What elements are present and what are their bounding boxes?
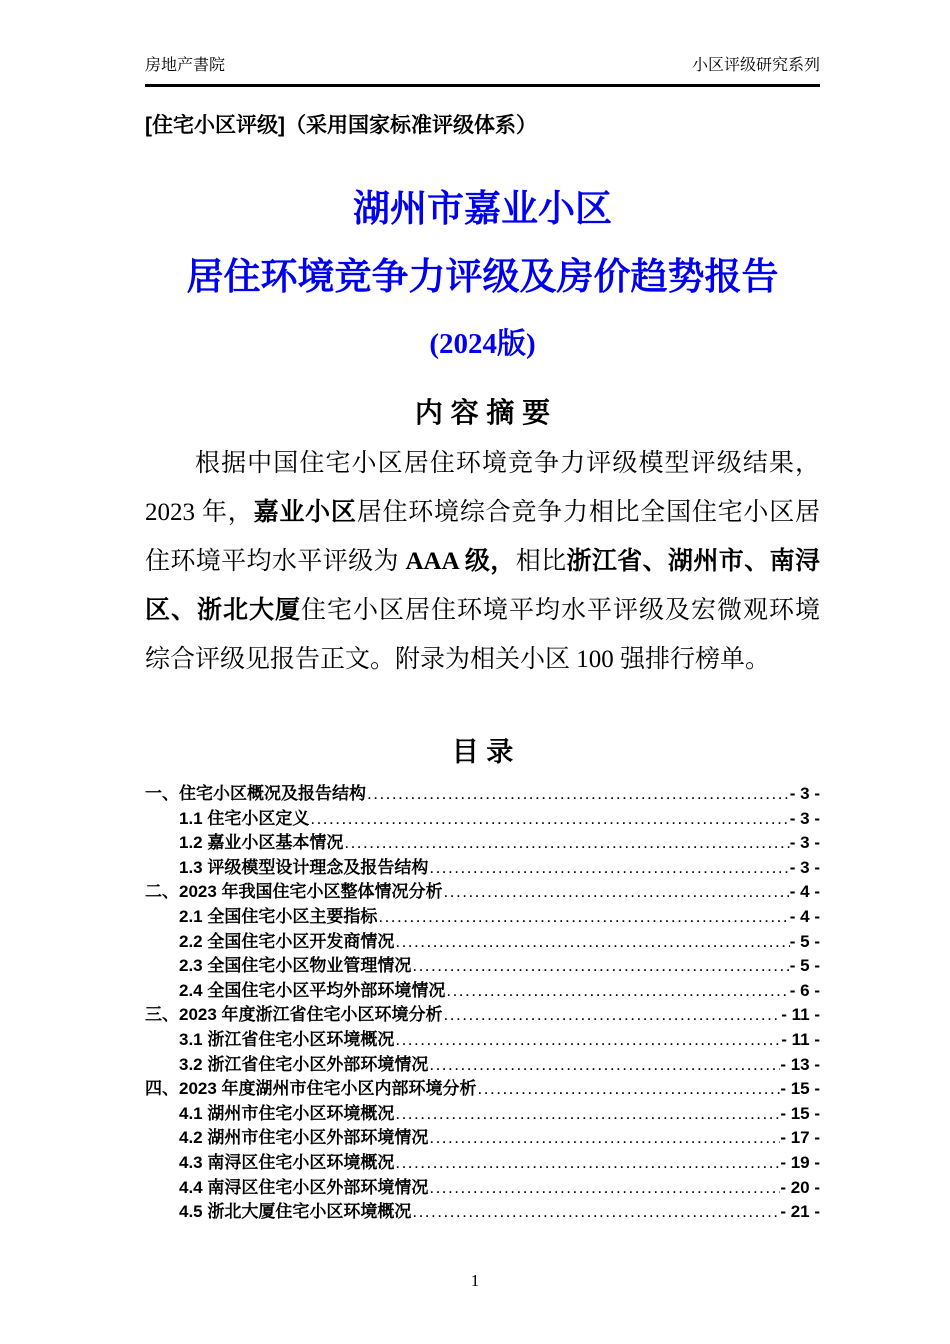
toc-page-number: - 11 - (781, 1005, 820, 1025)
toc-page-number: - 3 - (789, 833, 820, 853)
toc-page-number: - 15 - (780, 1079, 820, 1099)
toc-entry[interactable] (145, 831, 820, 856)
toc-page-number: - 20 - (780, 1177, 820, 1197)
toc-dot-leader (395, 1028, 781, 1053)
toc-entry[interactable] (145, 1003, 820, 1028)
summary-segment: 嘉业小区 (253, 499, 357, 526)
toc-entry[interactable] (145, 1028, 820, 1053)
toc-dot-leader (444, 880, 790, 905)
toc-dot-leader (412, 954, 789, 979)
toc-dot-leader (395, 930, 789, 955)
toc-entry[interactable] (145, 1151, 820, 1176)
page-number: 1 (470, 1271, 480, 1290)
toc-dot-leader (395, 1151, 780, 1176)
toc-page-number: - 3 - (789, 857, 820, 877)
toc-entry[interactable] (145, 1176, 820, 1201)
toc-entry-title: 4.1 湖州市住宅小区环境概况 (179, 1103, 395, 1123)
toc-page-number: - 15 - (780, 1103, 820, 1123)
toc-dot-leader (429, 1176, 780, 1201)
toc-entry-title: 4.2 湖州市住宅小区外部环境情况 (179, 1128, 429, 1148)
toc-entry[interactable] (145, 954, 820, 979)
toc-dot-leader (429, 1053, 780, 1078)
report-title-line1: 湖州市嘉业小区 (353, 189, 612, 230)
toc-page-number: - 3 - (789, 784, 820, 803)
page-header (145, 55, 820, 87)
toc-dot-leader (367, 782, 790, 807)
toc-page-number: - 4 - (789, 906, 820, 926)
toc-dot-leader (344, 831, 789, 856)
summary-paragraph (145, 439, 820, 684)
summary-segment: AAA 级， (405, 548, 516, 575)
toc-page-number: - 4 - (789, 882, 820, 902)
toc-entry[interactable] (145, 1053, 820, 1078)
toc-list (145, 782, 820, 1225)
toc-entry[interactable] (145, 905, 820, 930)
toc-entry-title: 4.3 南浔区住宅小区环境概况 (179, 1152, 395, 1172)
toc-page-number: - 21 - (780, 1202, 820, 1222)
toc-entry-title: 2.2 全国住宅小区开发商情况 (179, 931, 395, 951)
report-title-edition: (2024版) (429, 328, 536, 360)
toc-dot-leader (446, 979, 789, 1004)
summary-segment: 住宅小区居住环境平均水平评级及宏微观环境综合评级见报告正文。附录为相关小区 100 强排行榜单。 (145, 597, 820, 673)
toc-page-number: - 13 - (780, 1054, 820, 1074)
toc-page-number: - 5 - (789, 931, 820, 951)
toc-dot-leader (429, 856, 789, 881)
summary-heading: 内 容 摘 要 (414, 397, 551, 428)
toc-entry[interactable] (145, 930, 820, 955)
toc-entry-title: 1.2 嘉业小区基本情况 (179, 833, 344, 853)
toc-entry-title: 3.2 浙江省住宅小区外部环境情况 (179, 1054, 429, 1074)
toc-page-number: - 19 - (780, 1152, 820, 1172)
toc-dot-leader (378, 905, 789, 930)
toc-dot-leader (444, 1003, 782, 1028)
page-footer (0, 1270, 950, 1292)
report-title-line2: 居住环境竞争力评级及房价趋势报告 (186, 257, 779, 298)
toc-entry[interactable] (145, 979, 820, 1004)
toc-entry[interactable] (145, 1126, 820, 1151)
summary-segment: 浙江省、湖州市、南浔区、浙北大厦 (145, 548, 820, 624)
toc-entry-title: 2.4 全国住宅小区平均外部环境情况 (179, 980, 446, 1000)
toc-entry[interactable] (145, 856, 820, 881)
toc-entry-title: 2.1 全国住宅小区主要指标 (179, 906, 378, 926)
toc-entry[interactable] (145, 782, 820, 807)
toc-entry-title: 四、2023 年度湖州市住宅小区内部环境分析 (145, 1079, 477, 1099)
toc-entry-title: 三、2023 年度浙江省住宅小区环境分析 (145, 1005, 443, 1025)
toc-entry-title: 一、住宅小区概况及报告结构 (145, 784, 366, 803)
toc-dot-leader (412, 1200, 780, 1225)
header-series-right: 小区评级研究系列 (691, 57, 820, 74)
summary-segment: 居住环境综合竞争力相比全国住宅小区居住环境平均水平评级为 (145, 499, 820, 575)
toc-entry-title: 4.4 南浔区住宅小区外部环境情况 (179, 1177, 429, 1197)
toc-dot-leader (429, 1126, 780, 1151)
toc-entry-title: 2.3 全国住宅小区物业管理情况 (179, 956, 412, 976)
toc-entry[interactable] (145, 807, 820, 832)
header-series-left: 房地产書院 (145, 57, 226, 74)
toc-entry[interactable] (145, 880, 820, 905)
toc-entry-title: 3.1 浙江省住宅小区环境概况 (179, 1029, 395, 1049)
summary-segment: 根据中国住宅小区居住环境竞争力评级模型评级结果，2023 年， (145, 450, 820, 526)
toc-entry-title: 1.1 住宅小区定义 (179, 808, 310, 828)
toc-entry[interactable] (145, 1200, 820, 1225)
toc-entry[interactable] (145, 1102, 820, 1127)
classification-line: [住宅小区评级]（采用国家标准评级体系） (145, 114, 537, 137)
toc-page-number: - 6 - (789, 980, 820, 1000)
toc-page-number: - 11 - (781, 1029, 820, 1049)
toc-page-number: - 17 - (780, 1128, 820, 1148)
toc-dot-leader (478, 1077, 781, 1102)
toc-entry[interactable] (145, 1077, 820, 1102)
toc-entry-title: 1.3 评级模型设计理念及报告结构 (179, 857, 429, 877)
toc-dot-leader (395, 1102, 780, 1127)
toc-heading: 目 录 (451, 737, 514, 767)
toc-dot-leader (310, 807, 789, 832)
toc-page-number: - 3 - (789, 808, 820, 828)
toc-page-number: - 5 - (789, 956, 820, 976)
summary-segment: 相比 (515, 548, 567, 575)
toc-entry-title: 二、2023 年我国住宅小区整体情况分析 (145, 882, 443, 902)
toc-entry-title: 4.5 浙北大厦住宅小区环境概况 (179, 1202, 412, 1222)
